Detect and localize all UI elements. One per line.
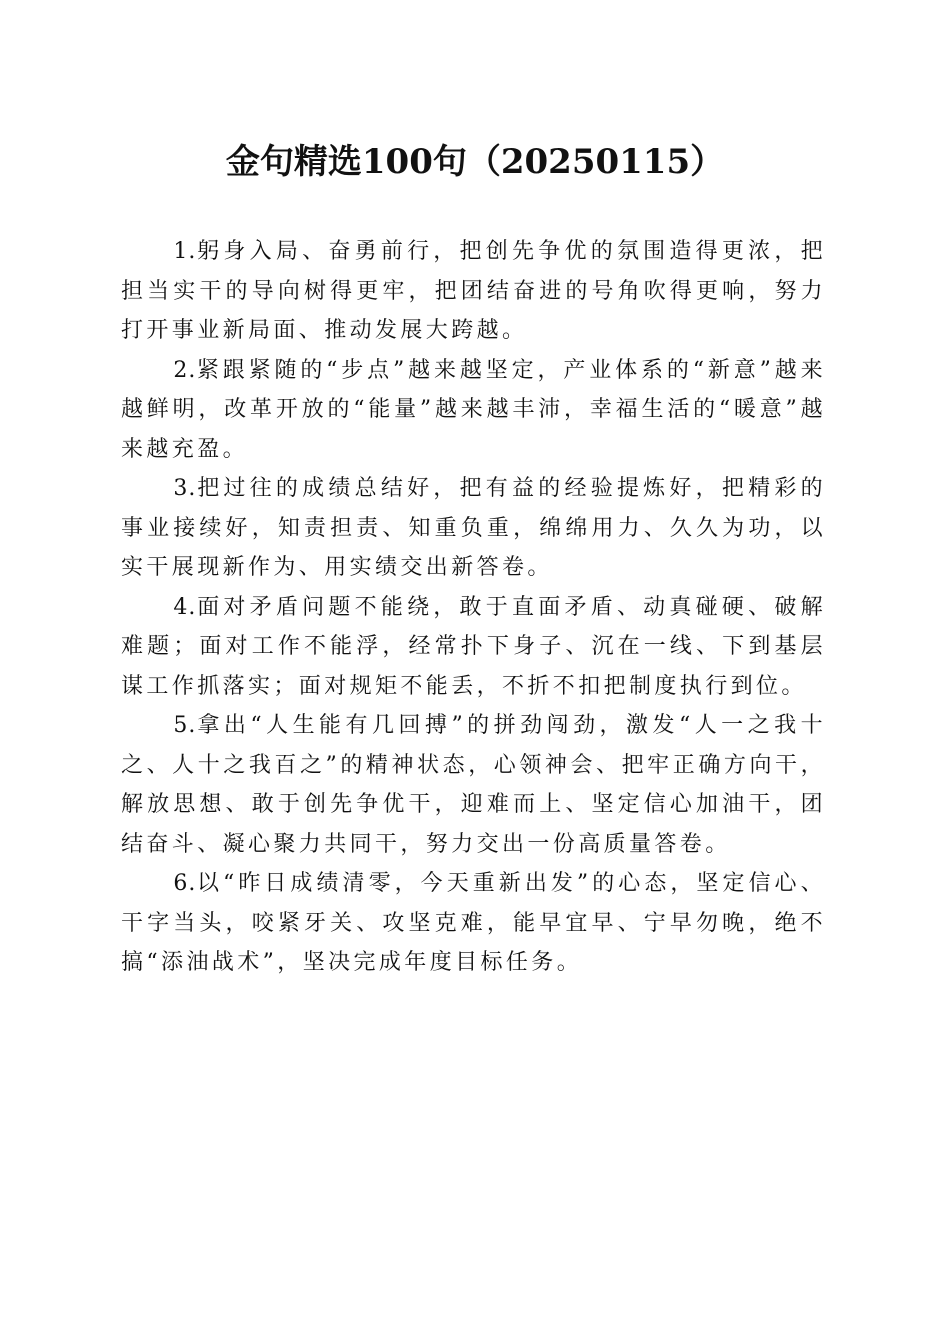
paragraph-text: 把过往的成绩总结好，把有益的经验提炼好，把精彩的事业接续好，知责担责、知重负重，绵绵用力、久久为功，以实干展现新作为、用实绩交出新答卷。 <box>121 476 826 580</box>
paragraph-2 <box>121 351 826 470</box>
paragraph-text: 面对矛盾问题不能绕，敢于直面矛盾、动真碰硬、破解难题；面对工作不能浮，经常扑下身子、沉在一线、下到基层谋工作抓落实；面对规矩不能丢，不折不扣把制度执行到位。 <box>121 594 826 699</box>
paragraph-number: 6. <box>173 871 197 896</box>
paragraph-text: 躬身入局、奋勇前行，把创先争优的氛围造得更浓，把担当实干的导向树得更牢，把团结奋进的号角吹得更响，努力打开事业新局面、推动发展大跨越。 <box>121 239 826 343</box>
paragraph-text: 以“昨日成绩清零，今天重新出发”的心态，坚定信心、干字当头，咬紧牙关、攻坚克难，能早宜早、宁早勿晚，绝不搞“添油战术”，坚决完成年度目标任务。 <box>121 871 826 975</box>
paragraph-1 <box>121 232 826 351</box>
paragraph-number: 3. <box>173 476 197 501</box>
paragraph-6 <box>121 864 826 983</box>
paragraph-text: 拿出“人生能有几回搏”的拼劲闯劲，激发“人一之我十之、人十之我百之”的精神状态，心领神会、把牢正确方向干，解放思想、敢于创先争优干，迎难而上、坚定信心加油干，团结奋斗、凝心聚力共同干，努力交出一份高质量答卷。 <box>121 713 826 857</box>
paragraph-number: 5. <box>173 713 197 738</box>
paragraph-number: 2. <box>173 357 197 383</box>
document-title: 金句精选100句（20250115） <box>225 142 725 182</box>
paragraph-number: 1. <box>173 239 197 264</box>
paragraph-3 <box>121 469 826 588</box>
paragraph-5 <box>121 706 826 864</box>
document-body <box>121 232 826 983</box>
paragraph-4 <box>121 588 826 707</box>
paragraph-number: 4. <box>173 594 197 620</box>
paragraph-text: 紧跟紧随的“步点”越来越坚定，产业体系的“新意”越来越鲜明，改革开放的“能量”越来越丰沛，幸福生活的“暖意”越来越充盈。 <box>121 357 826 462</box>
